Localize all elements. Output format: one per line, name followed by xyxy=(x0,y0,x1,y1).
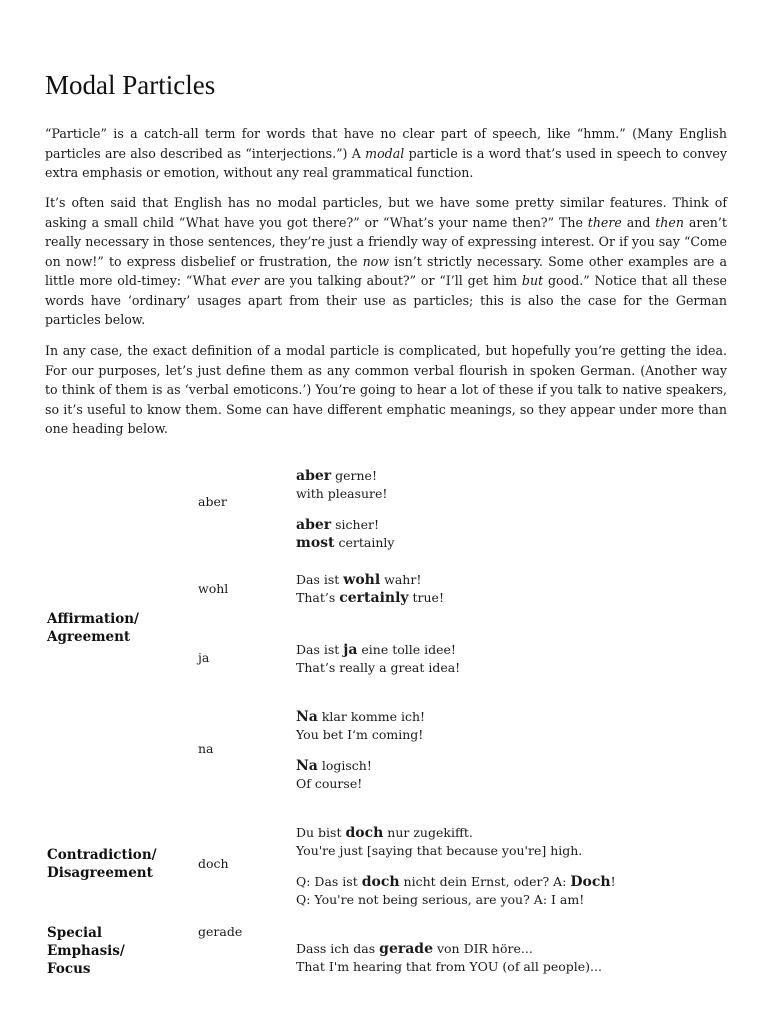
particle-emphasis: ja xyxy=(343,642,358,658)
example-english: Of course! xyxy=(296,776,363,791)
example-german: Das ist ja eine tolle idee! xyxy=(296,642,456,658)
example-gerade xyxy=(296,940,602,975)
example-english: most certainly xyxy=(296,535,395,551)
example-doch-2 xyxy=(296,873,616,908)
italic-word: but xyxy=(521,273,544,288)
example-na-1 xyxy=(296,708,425,743)
particle-aber: aber xyxy=(198,494,227,509)
example-english: Q: You're not being serious, are you? A: I am! xyxy=(296,892,585,907)
example-german: aber sicher! xyxy=(296,517,379,533)
intro-paragraph-english: It’s often said that English has no modal particles, but we have some pretty similar features. Think of asking a small child “What have you got there?” or “What’s your name then?” The there and then aren’t really necessary in those sentences, they’re just a friendly way of expressing interest. Or if you say “Come on now!” to express disbelief or frustration, the now isn’t strictly necessary. Some other examples are a little more old-timey: “What ever are you talking about?” or “I’ll get him but good.” Notice that all these words have ‘ordinary’ usages apart from their use as particles; this is also the case for the German particles below. xyxy=(45,195,727,327)
particle-na: na xyxy=(198,741,214,756)
italic-word: then xyxy=(655,214,684,230)
example-german: Du bist doch nur zugekifft. xyxy=(296,825,473,841)
particle-emphasis: certainly xyxy=(339,590,409,606)
italic-word: now xyxy=(362,253,390,269)
particle-emphasis: aber xyxy=(296,468,332,484)
example-english: That’s certainly true! xyxy=(296,590,444,606)
particle-wohl: wohl xyxy=(198,581,229,596)
example-english: with pleasure! xyxy=(296,486,388,501)
particle-emphasis: Na xyxy=(296,758,318,774)
particle-emphasis: aber xyxy=(296,517,332,533)
example-ja xyxy=(296,641,460,676)
example-german: Na klar komme ich! xyxy=(296,709,426,725)
example-english: That’s really a great idea! xyxy=(296,660,461,675)
particle-emphasis: Na xyxy=(296,709,318,725)
example-german: Das ist wohl wahr! xyxy=(296,572,422,588)
example-german: aber gerne! xyxy=(296,468,377,484)
example-aber-1 xyxy=(296,467,387,502)
example-english: You bet I‘m coming! xyxy=(296,727,424,742)
italic-word: modal xyxy=(365,145,405,161)
particle-emphasis: wohl xyxy=(343,572,381,588)
example-german: Q: Das ist doch nicht dein Ernst, oder? A: Doch! xyxy=(296,874,616,890)
page-title: Modal Particles xyxy=(45,70,216,100)
particle-emphasis: most xyxy=(296,535,335,551)
particle-emphasis: doch xyxy=(361,874,400,890)
example-german: Na logisch! xyxy=(296,758,372,774)
example-english: You're just [saying that because you're] high. xyxy=(296,843,583,858)
particle-doch: doch xyxy=(198,856,229,871)
intro-paragraph-definition: In any case, the exact definition of a modal particle is complicated, but hopefully you’re getting the idea. For our purposes, let’s just define them as any common verbal flourish in spoken German. (Another way to think of them is as ‘verbal emoticons.’) You’re going to hear a lot of these if you talk to native speakers, so it’s useful to know them. Some can have different emphatic meanings, so they appear under more than one heading below. xyxy=(45,343,727,436)
italic-word: ever xyxy=(231,273,260,288)
particle-emphasis: doch xyxy=(345,825,384,841)
example-german: Dass ich das gerade von DIR höre... xyxy=(296,941,533,957)
category-affirmation: Affirmation/ Agreement xyxy=(47,611,139,645)
example-english: That I'm hearing that from YOU (of all people)... xyxy=(296,959,602,974)
particle-ja: ja xyxy=(198,650,210,665)
italic-word: there xyxy=(587,214,622,230)
particle-gerade: gerade xyxy=(198,924,243,939)
intro-paragraph-particle: “Particle” is a catch-all term for words that have no clear part of speech, like “hmm.” (Many English particles are also described as “interjections.”) A modal particle is a word that’s used in speech to convey extra emphasis or emotion, without any real grammatical function. xyxy=(45,126,727,180)
example-aber-2 xyxy=(296,516,394,552)
example-wohl xyxy=(296,571,444,607)
category-special-emphasis: Special Emphasis/ Focus xyxy=(47,925,125,977)
example-doch-1 xyxy=(296,824,582,859)
particle-emphasis: Doch xyxy=(570,874,611,890)
category-contradiction: Contradiction/ Disagreement xyxy=(47,847,157,881)
particle-emphasis: gerade xyxy=(379,941,433,957)
example-na-2 xyxy=(296,757,372,792)
